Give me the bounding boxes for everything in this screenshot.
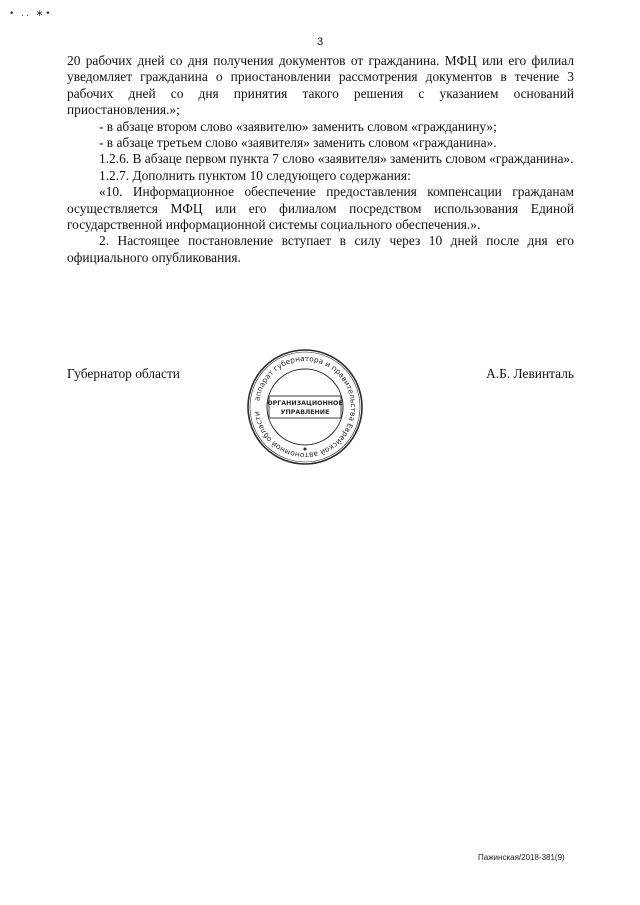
paragraph-amendment-third: - в абзаце третьем слово «заявителя» заменить словом «гражданина». — [99, 135, 497, 151]
signatory-name: А.Б. Левинталь — [486, 366, 574, 381]
paragraph-1-2-6: 1.2.6. В абзаце первом пункта 7 слово «заявителя» заменить словом «гражданина». — [99, 151, 574, 167]
paragraph-amendment-second: - в абзаце втором слово «заявителю» заменить словом «гражданину»; — [99, 118, 497, 134]
paragraph-point-10: «10. Информационное обеспечение предоставления компенсации гражданам осуществляется МФЦ или его филиалом посредством использования Единой государственной информационной системы социального обеспечения.». — [67, 184, 574, 233]
paragraph-continuation: 20 рабочих дней со дня получения документов от гражданина. МФЦ или его филиал уведомляет гражданина о приостановлении рассмотрения документов в течение 3 рабочих дней со дня принятия такого решения с указанием оснований приостановления.»; — [67, 53, 574, 118]
document-body — [67, 53, 574, 266]
paragraph-1-2-7: 1.2.7. Дополнить пунктом 10 следующего содержания: — [99, 167, 411, 183]
stamp-inner-ring — [267, 369, 343, 445]
page-number: 3 — [316, 36, 324, 48]
signatory-title: Губернатор области — [67, 366, 180, 381]
footer-reference: Пажинская/2018-381(9) — [478, 853, 565, 862]
stamp-ring-text: аппарат губернатора и правительства Еврейской автономной области — [252, 353, 359, 461]
stamp-center-line-1: ОРГАНИЗАЦИОННОЕ — [267, 400, 343, 407]
stamp-center-line-2: УПРАВЛЕНИЕ — [280, 409, 330, 416]
paragraph-effective-date: 2. Настоящее постановление вступает в силу через 10 дней после дня его официального опубликования. — [67, 233, 574, 265]
stamp-outer-ring — [248, 350, 362, 464]
official-stamp — [244, 346, 366, 468]
stamp-bottom-star — [304, 448, 307, 451]
scan-speck-marks: • .. ∗• — [9, 9, 53, 19]
